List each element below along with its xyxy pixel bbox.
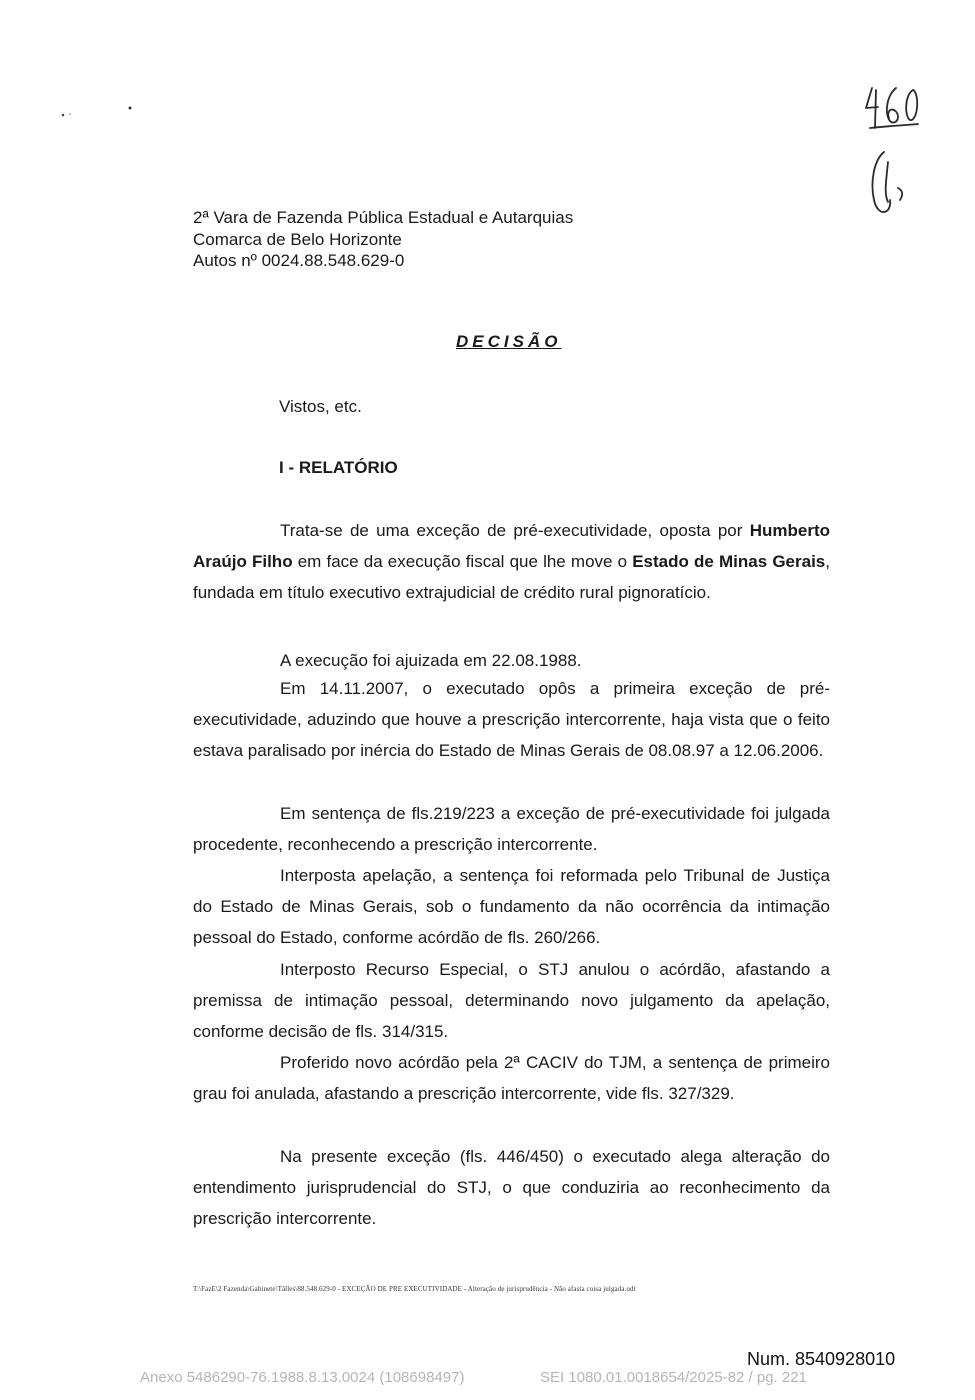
handwritten-page-number <box>858 82 928 227</box>
document-number: Num. 8540928010 <box>747 1349 896 1369</box>
file-path-footer: T:\FazE\2 Fazenda\Gabinete\Tálles\88.548.629-0 - EXCEÇÃO DE PRE EXECUTIVIDADE - Alteração de jurisprudência - Não afasta coisa julgada.odt <box>193 1285 636 1293</box>
scan-marks <box>60 100 140 120</box>
comarca-line: Comarca de Belo Horizonte <box>193 230 402 249</box>
sei-stamp: SEI 1080.01.0018654/2025-82 / pg. 221 <box>540 1369 807 1386</box>
autos-number: Autos nº 0024.88.548.629-0 <box>193 251 405 270</box>
paragraph-8: Na presente exceção (fls. 446/450) o executado alega alteração do entendimento jurisprudencial do STJ, o que conduziria ao reconhecimento da prescrição intercorrente. <box>193 1147 830 1228</box>
paragraph-1-text-e: , fundada em título executivo extrajudicial de crédito rural pignoratício. <box>193 552 830 602</box>
paragraph-7: Proferido novo acórdão pela 2ª CACIV do TJM, a sentença de primeiro grau foi anulada, afastando a prescrição intercorrente, vide fls. 327/329. <box>193 1053 830 1103</box>
paragraph-5: Interposta apelação, a sentença foi reformada pelo Tribunal de Justiça do Estado de Minas Gerais, sob o fundamento da não ocorrência da intimação pessoal do Estado, conforme acórdão de fls. 260/266. <box>193 866 830 947</box>
greeting: Vistos, etc. <box>279 397 362 416</box>
paragraph-1-text-c: em face da execução fiscal que lhe move o <box>292 552 633 571</box>
section-heading: I - RELATÓRIO <box>279 458 398 477</box>
paragraph-4: Em sentença de fls.219/223 a exceção de pré-executividade foi julgada procedente, reconhecendo a prescrição intercorrente. <box>193 804 830 854</box>
paragraph-6: Interposto Recurso Especial, o STJ anulou o acórdão, afastando a premissa de intimação pessoal, determinando novo julgamento da apelação, conforme decisão de fls. 314/315. <box>193 960 830 1041</box>
document-title: DECISÃO <box>456 332 562 351</box>
paragraph-2: A execução foi ajuizada em 22.08.1988. <box>280 651 582 670</box>
paragraph-1-text-a: Trata-se de uma exceção de pré-executividade, oposta por <box>280 521 750 540</box>
party-exequente: Estado de Minas Gerais <box>632 552 826 571</box>
court-name: 2ª Vara de Fazenda Pública Estadual e Autarquias <box>193 208 574 227</box>
party-executado: Humberto Araújo Filho <box>193 521 830 571</box>
paragraph-3: Em 14.11.2007, o executado opôs a primeira exceção de pré-executividade, aduzindo que houve a prescrição intercorrente, haja vista que o feito estava paralisado por inércia do Estado de Minas Gerais de 08.08.97 a 12.06.2006. <box>193 679 830 760</box>
annex-stamp: Anexo 5486290-76.1988.8.13.0024 (108698497) <box>140 1369 465 1386</box>
paragraph-1 <box>193 515 830 608</box>
